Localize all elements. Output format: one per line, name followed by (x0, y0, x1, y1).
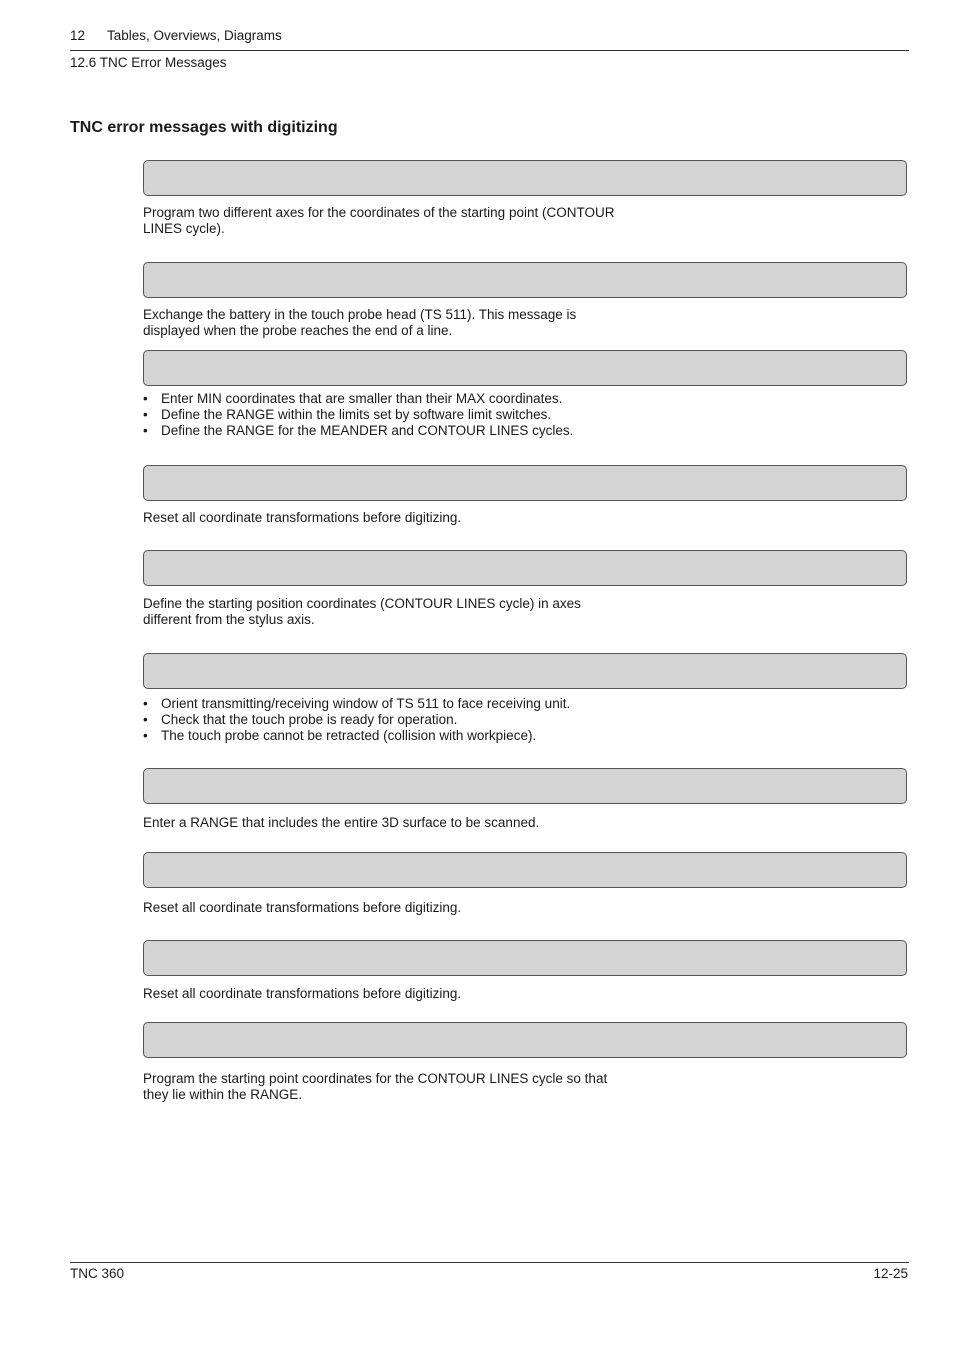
error-remedy-text: Program the starting point coordinates for the CONTOUR LINES cycle so that they lie within the RANGE. (143, 1071, 608, 1102)
footer-divider (70, 1262, 909, 1263)
list-item: • Enter MIN coordinates that are smaller than their MAX coordinates. (143, 391, 743, 407)
footer-page-number: 12-25 (873, 1266, 908, 1281)
list-item: • The touch probe cannot be retracted (collision with workpiece). (143, 728, 743, 744)
footer-product: TNC 360 (70, 1266, 125, 1281)
list-item: • Check that the touch probe is ready for operation. (143, 712, 743, 728)
error-remedy-text: Reset all coordinate transformations before digitizing. (143, 510, 462, 525)
chapter-number: 12 (70, 28, 86, 43)
running-header-section: 12.6 TNC Error Messages (70, 55, 227, 70)
error-message-box (143, 653, 907, 689)
error-remedy-text: Define the starting position coordinates (CONTOUR LINES cycle) in axes different from the stylus axis. (143, 596, 581, 627)
error-message-box (143, 550, 907, 586)
error-message-box (143, 768, 907, 804)
error-message-box (143, 940, 907, 976)
list-item: • Orient transmitting/receiving window of TS 511 to face receiving unit. (143, 696, 743, 712)
error-message-box (143, 465, 907, 501)
error-remedy-text: Reset all coordinate transformations before digitizing. (143, 900, 462, 915)
error-message-box (143, 262, 907, 298)
error-remedy-list (143, 696, 743, 744)
error-remedy-text: Exchange the battery in the touch probe head (TS 511). This message is displayed when the probe reaches the end of a line. (143, 307, 577, 338)
list-item: • Define the RANGE for the MEANDER and CONTOUR LINES cycles. (143, 423, 743, 439)
error-message-box (143, 160, 907, 196)
error-message-box (143, 1022, 907, 1058)
section-title: TNC error messages with digitizing (70, 119, 338, 136)
header-divider (70, 50, 909, 51)
chapter-title: Tables, Overviews, Diagrams (107, 28, 282, 43)
running-header-chapter (70, 28, 282, 43)
error-remedy-text: Program two different axes for the coordinates of the starting point (CONTOUR LINES cycle). (143, 205, 615, 236)
error-message-box (143, 350, 907, 386)
error-message-box (143, 852, 907, 888)
error-remedy-text: Reset all coordinate transformations before digitizing. (143, 986, 462, 1001)
list-item: • Define the RANGE within the limits set by software limit switches. (143, 407, 743, 423)
error-remedy-list (143, 391, 743, 439)
error-remedy-text: Enter a RANGE that includes the entire 3D surface to be scanned. (143, 815, 540, 830)
